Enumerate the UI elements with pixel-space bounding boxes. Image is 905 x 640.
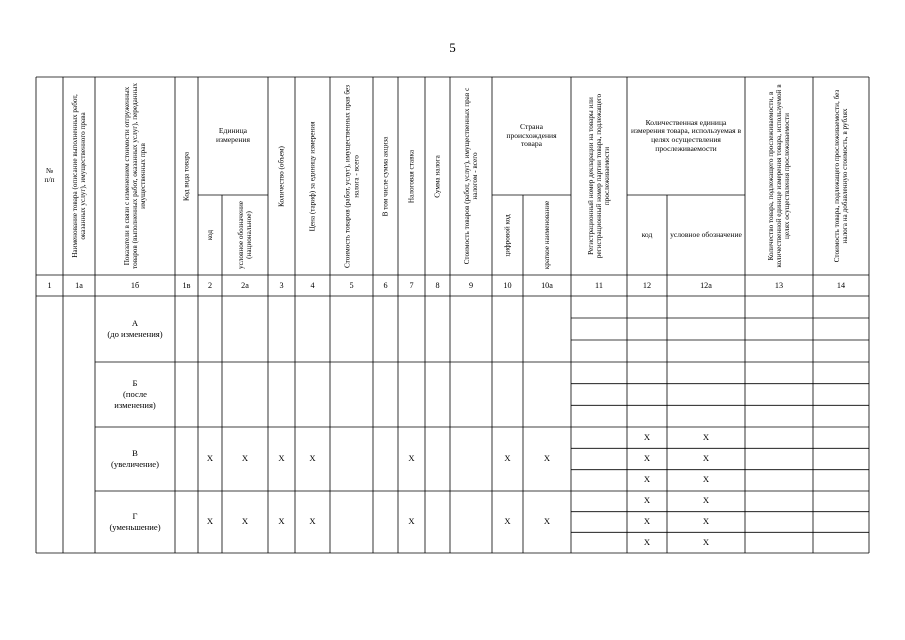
column-number: 13 — [774, 280, 784, 290]
header-col-2: код — [205, 229, 214, 241]
x-mark: X — [543, 516, 551, 527]
x-mark: X — [643, 453, 651, 464]
column-number: 1 — [47, 280, 52, 290]
header-col-3: Количество (объем) — [277, 145, 286, 207]
header-col-11: Регистрационный номер декларации на товары или регистрационный номер партии товара, подлежащего прослеживаемости — [586, 93, 612, 259]
row-label: Г (уменьшение) — [109, 511, 161, 532]
header-col-8: Сумма налога — [433, 154, 442, 198]
header-col-6: В том числе сумма акциза — [381, 136, 390, 216]
x-mark: X — [309, 516, 316, 527]
row-label: Б (после изменения) — [114, 378, 156, 410]
header-trace-group: Количественная единица измерения товара, используемая в целях осуществления прослеживаемости — [630, 117, 742, 153]
page-number: 5 — [449, 40, 456, 55]
x-mark: X — [702, 536, 710, 547]
header-col-2a: условное обозначение (национальное) — [236, 201, 253, 269]
header-unit-group: Единица измерения — [216, 126, 250, 144]
header-col-5: Стоимость товаров (работ, услуг), имущественных прав без налога - всего — [343, 84, 360, 268]
column-number: 4 — [310, 280, 315, 290]
row-label: В (увеличение) — [111, 448, 159, 469]
header-col-13: Количество товара, подлежащего прослеживаемости, в количественной единице измерения товара, используемой в целях осуществления прослеживаемости — [766, 84, 792, 268]
header-col-10a: краткое наименование — [542, 200, 551, 270]
header-col-7: Налоговая ставка — [407, 149, 416, 203]
x-mark: X — [309, 453, 316, 464]
column-number: 9 — [468, 280, 474, 290]
x-mark: X — [504, 453, 511, 464]
column-number: 10 — [503, 280, 512, 290]
header-col-1: № п/п — [44, 166, 55, 184]
x-mark: X — [643, 431, 651, 442]
x-mark: X — [702, 453, 710, 464]
header-col-1a: Наименование товара (описание выполненных работ, оказанных услуг), имущественного права — [70, 94, 87, 258]
column-number: 3 — [279, 280, 284, 290]
x-mark: X — [241, 453, 249, 464]
column-number: 8 — [435, 280, 440, 290]
x-mark: X — [278, 453, 285, 464]
x-mark: X — [241, 516, 249, 527]
x-mark: X — [702, 431, 710, 442]
column-number: 1б — [130, 280, 140, 290]
header-col-12: код — [641, 229, 653, 239]
column-number: 2 — [207, 280, 213, 290]
column-number: 10а — [541, 280, 553, 290]
header-col-4: Цена (тариф) за единицу измерения — [308, 121, 317, 231]
row-label: А (до изменения) — [107, 318, 163, 339]
column-number: 11 — [595, 280, 603, 290]
x-mark: X — [702, 495, 710, 506]
x-mark: X — [206, 453, 214, 464]
x-mark: X — [643, 536, 651, 547]
x-mark: X — [408, 453, 415, 464]
column-number: 2а — [241, 280, 249, 290]
column-number: 14 — [836, 280, 846, 290]
header-country-group: Страна происхождения товара — [506, 121, 557, 149]
column-number: 1в — [182, 280, 191, 290]
header-col-9: Стоимость товаров (работ, услуг), имущественных прав с налогом - всего — [462, 87, 479, 265]
column-number: 1а — [75, 280, 83, 290]
column-number: 7 — [409, 280, 414, 290]
x-mark: X — [278, 516, 285, 527]
header-col-1v: Код вида товара — [182, 151, 191, 201]
header-col-10: цифровой код — [503, 213, 512, 257]
column-number: 5 — [349, 280, 354, 290]
x-mark: X — [543, 453, 551, 464]
header-col-1b: Показатели в связи с изменением стоимости отгруженных товаров (выполненных работ, оказанных услуг), переданных имущественных прав — [122, 83, 148, 269]
x-mark: X — [643, 474, 651, 485]
x-mark: X — [643, 516, 651, 527]
header-col-14: Стоимость товара, подлежащего прослеживаемости, без налога на добавленную стоимость, в рублях — [832, 89, 849, 263]
x-mark: X — [504, 516, 511, 527]
x-mark: X — [643, 495, 651, 506]
x-mark: X — [702, 516, 710, 527]
x-mark: X — [702, 474, 710, 485]
column-number: 6 — [383, 280, 388, 290]
x-mark: X — [408, 516, 415, 527]
column-number: 12 — [642, 280, 652, 290]
header-col-12a: условное обозначение — [670, 229, 742, 239]
x-mark: X — [206, 516, 214, 527]
column-number: 12а — [700, 280, 712, 290]
